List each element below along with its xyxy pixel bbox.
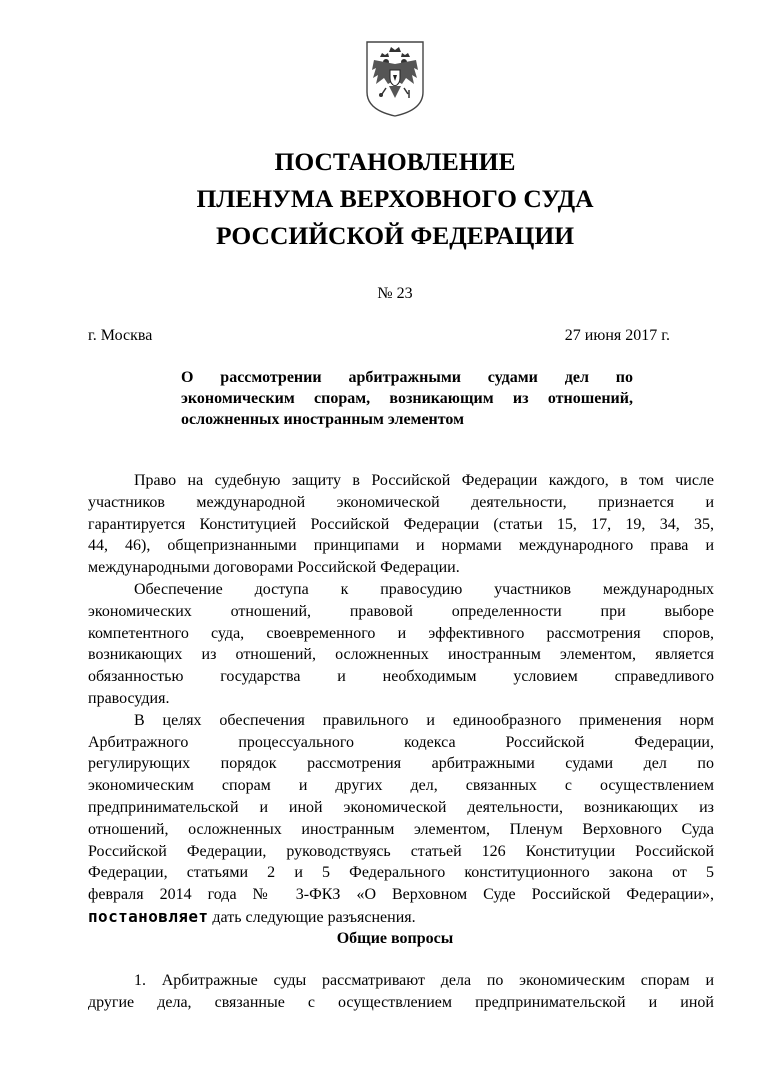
paragraph-final-line [88, 906, 714, 929]
paragraph-line: Российской Федерации, руководствуясь статьей 126 Конституции Российской [88, 842, 714, 860]
paragraph-line: В целях обеспечения правильного и единообразного применения норм [134, 711, 714, 729]
paragraph-line: Арбитражного процессуального кодекса Российской Федерации, [88, 733, 714, 751]
paragraph-line: компетентного суда, своевременного и эффективного рассмотрения споров, [88, 624, 714, 642]
title-line: ПЛЕНУМА ВЕРХОВНОГО СУДА [196, 184, 594, 213]
paragraph-line: отношений, осложненных иностранным элементом, Пленум Верховного Суда [88, 820, 714, 838]
paragraph-line: участников международной экономической деятельности, признается и [88, 493, 714, 511]
coat-of-arms-icon [364, 40, 426, 118]
paragraph-line: регулирующих порядок рассмотрения арбитражными судами дел по [88, 755, 714, 773]
document-subject [181, 367, 633, 430]
paragraph-line: гарантируется Конституцией Российской Федерации (статьи 15, 17, 19, 34, 35, [88, 515, 714, 533]
document-city: г. Москва [88, 327, 153, 344]
paragraph-line: Обеспечение доступа к правосудию участников международных [134, 580, 714, 598]
paragraph-line: Федерации, статьями 2 и 5 Федерального конституционного закона от 5 [88, 864, 714, 882]
document-body [88, 470, 714, 929]
title-line: ПОСТАНОВЛЕНИЕ [274, 147, 516, 176]
paragraph-line: 1. Арбитражные суды рассматривают дела по экономическим спорам и [134, 972, 714, 989]
paragraph-line: другие дела, связанные с осуществлением предпринимательской и иной [88, 994, 714, 1011]
paragraph-line: февраля 2014 года № 3-ФКЗ «О Верховном Суде Российской Федерации», [88, 886, 714, 904]
document-title [0, 143, 768, 254]
subject-line: экономическим спорам, возникающим из отношений, [181, 390, 633, 407]
section-heading: Общие вопросы [336, 930, 454, 947]
paragraph-line: правосудия. [88, 689, 170, 707]
paragraph-line: международными договорами Российской Федерации. [88, 559, 460, 577]
paragraph-line: Право на судебную защиту в Российской Федерации каждого, в том числе [134, 472, 714, 489]
document-date: 27 июня 2017 г. [564, 327, 670, 344]
document-number: № 23 [377, 285, 413, 302]
paragraph-line: экономических отношений, правовой определенности при выборе [88, 602, 714, 620]
paragraph-line: обязанностью государства и необходимым условием справедливого [88, 668, 714, 686]
title-line: РОССИЙСКОЙ ФЕДЕРАЦИИ [215, 221, 575, 250]
subject-line: осложненных иностранным элементом [181, 411, 465, 428]
resolution-rest: дать следующие разъяснения. [208, 908, 416, 926]
resolution-keyword: постановляет [88, 906, 209, 926]
subject-line: О рассмотрении арбитражными судами дел по [181, 369, 633, 386]
paragraph-line: предпринимательской и иной экономической деятельности, возникающих из [88, 798, 714, 816]
section-body [88, 970, 714, 1014]
paragraph-line: возникающих из отношений, осложненных иностранным элементом, является [88, 646, 714, 664]
paragraph-line: экономическим спорам и других дел, связанных с осуществлением [88, 777, 714, 795]
paragraph-line: 44, 46), общепризнанными принципами и нормами международного права и [88, 537, 714, 555]
